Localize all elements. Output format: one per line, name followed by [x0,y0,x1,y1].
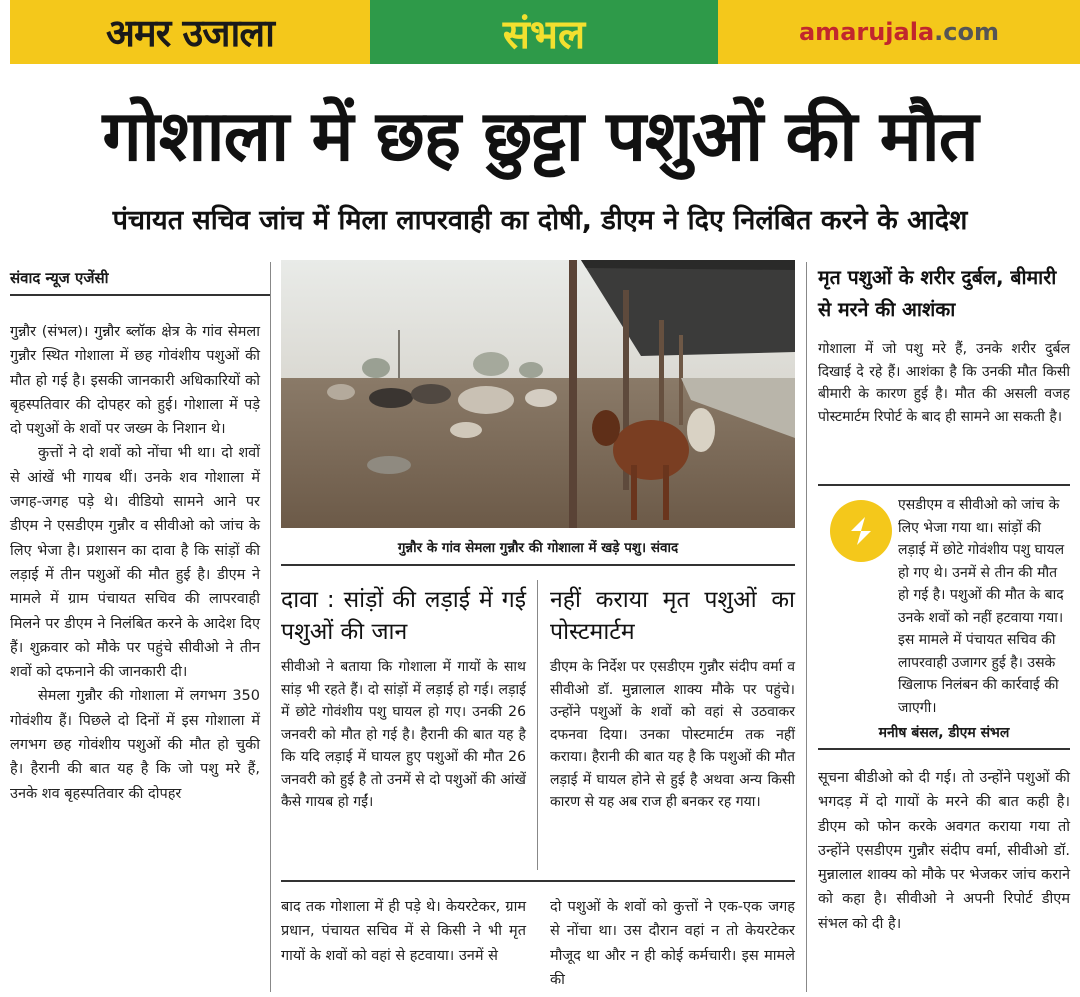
boxes-bottom-rule [281,880,795,882]
left-para-2: कुत्तों ने दो शवों को नोंचा भी था। दो शवों से आंखें भी गायब थीं। उनके शव गोशाला में जगह-जगह पड़े थे। वीडियो सामने आने पर डीएम ने एसडीएम गुन्नौर व सीवीओ को जांच के लिए भेजा है। प्रशासन का दावा है कि सांड़ों की लड़ाई में तीन पशुओं की मौत हुई है। डीएम ने मामले में ग्राम पंचायत सचिव की लापरवाही मिलने पर डीएम ने निलंबित करने के आदेश दिए हैं। शुक्रवार को मौके पर पहुंचे सीवीओ ने तीन शवों को दफनाने की जानकारी दी। [10,445,260,681]
column-divider [270,262,271,992]
quote-text: एसडीएम व सीवीओ को जांच के लिए भेजा गया था। सांड़ों की लड़ाई में छोटे गोवंशीय पशु घायल हो गए थे। उनमें से तीन की मौत हो गई है। पशुओं की मौत के बाद उनके शवों को नहीं हटवाया गया। इस मामले में पंचायत सचिव की लापरवाही उजागर हुई है। उसके खिलाफ निलंबन की कार्रवाई की जाएगी। [898,497,1065,716]
subheadline: पंचायत सचिव जांच में मिला लापरवाही का दोषी, डीएम ने दिए निलंबित करने के आदेश [112,205,968,236]
byline: संवाद न्यूज एजेंसी [10,268,270,296]
mid-bottom-left: बाद तक गोशाला में ही पड़े थे। केयरटेकर, ग्राम प्रधान, पंचायत सचिव में से किसी ने भी मृत गायों के शवों को वहां से हटवाया। उनमें से [281,899,526,964]
quote-block [818,484,1070,750]
cattle-shed-photo-icon [281,260,795,528]
box-postmortem-body: डीएम के निर्देश पर एसडीएम गुन्नौर संदीप वर्मा व सीवीओ डॉ. मुन्नालाल शाक्य मौके पर पहुंचे। उन्होंने पशुओं के शवों को वहां से उठवाकर दफनवा दिया। उनका पोस्टमार्टम तक नहीं कराया। हैरानी की बात यह है कि पशुओं की मौत लड़ाई में घायल होने से हुई है अथवा अन्य किसी कारण से यह अब राज ही बनकर रह गया। [550,659,795,810]
site-url-prefix: amarujala [798,18,935,46]
quote-author: मनीष बंसल, डीएम संभल [818,723,1070,750]
left-para-1: गुन्नौर (संभल)। गुन्नौर ब्लॉक क्षेत्र के गांव सेमला गुन्नौर स्थित गोशाला में छह गोवंशीय पशुओं की मौत हो गई है। इसकी जानकारी अधिकारियों को बृहस्पतिवार की दोपहर को हुई। गोशाला में पड़े दो पशुओं के शवों पर जख्म के निशान थे। [10,324,260,438]
headline: गोशाला में छह छुट्टा पशुओं की मौत [102,95,978,177]
quote-icon [830,500,892,562]
masthead [10,0,1080,64]
box-postmortem-title: नहीं कराया मृत पशुओं का पोस्टमार्टम [550,587,795,645]
left-column [10,320,260,806]
news-photo [281,260,795,528]
city-name: संभल [370,0,718,64]
left-para-3: सेमला गुन्नौर की गोशाला में लगभग 350 गोवंशीय हैं। पिछले दो दिनों में इस गोशाला में लगभग छह गोवंशीय पशुओं की मौत हो चुकी है। हैरानी की बात यह है कि जो पशु मरे हैं, उनके शव बृहस्पतिवार की दोपहर [10,688,260,802]
photo-caption: गुन्नौर के गांव सेमला गुन्नौर की गोशाला में खड़े पशु। संवाद [281,538,795,566]
right-body: गोशाला में जो पशु मरे हैं, उनके शरीर दुर्बल दिखाई दे रहे हैं। आशंका है कि उनकी मौत किसी बीमारी के कारण हुई है। मौत की असली वजह पोस्टमार्टम रिपोर्ट के बाद ही सामने आ सकती है। [818,341,1070,425]
right-headline: मृत पशुओं के शरीर दुर्बल, बीमारी से मरने की आशंका [818,266,1057,321]
box-postmortem [550,584,795,814]
mid-bottom-right: दो पशुओं के शवों को कुत्तों ने एक-एक जगह से नोंचा था। उस दौरान वहां न तो केयरटेकर मौजूद था और न ही कोई कर्मचारी। इस मामले की [550,899,795,988]
site-url [718,0,1080,64]
box-claim-body: सीवीओ ने बताया कि गोशाला में गायों के साथ सांड़ भी रहते हैं। दो सांड़ों में लड़ाई हो गई। लड़ाई में छोटे गोवंशीय पशु घायल हो गए। उनकी 26 जनवरी को मौत हो गई है। हैरानी की बात यह है कि यदि लड़ाई में घायल हुए पशुओं की मौत 26 जनवरी को हुई है तो उनमें से दो पशुओं की आंखें कैसे गायब हो गईं। [281,659,526,810]
brand-logo: अमर उजाला [10,0,370,64]
right-column-divider [806,262,807,992]
site-url-suffix: .com [934,18,999,46]
box-divider [537,580,538,870]
right-bottom: सूचना बीडीओ को दी गई। तो उन्होंने पशुओं की भगदड़ में दो गायों के मरने की बात कही है। डीएम को फोन करके अवगत कराया गया तो उन्होंने एसडीएम गुन्नौर संदीप वर्मा, सीवीओ डॉ. मुन्नालाल शाक्य को मौके पर भेजकर जांच कराने को कहा है। सीवीओ ने अपनी रिपोर्ट डीएम संभल को दी है। [818,770,1070,932]
box-claim [281,584,526,814]
box-claim-title: दावा : सांड़ों की लड़ाई में गई पशुओं की जान [281,587,526,645]
